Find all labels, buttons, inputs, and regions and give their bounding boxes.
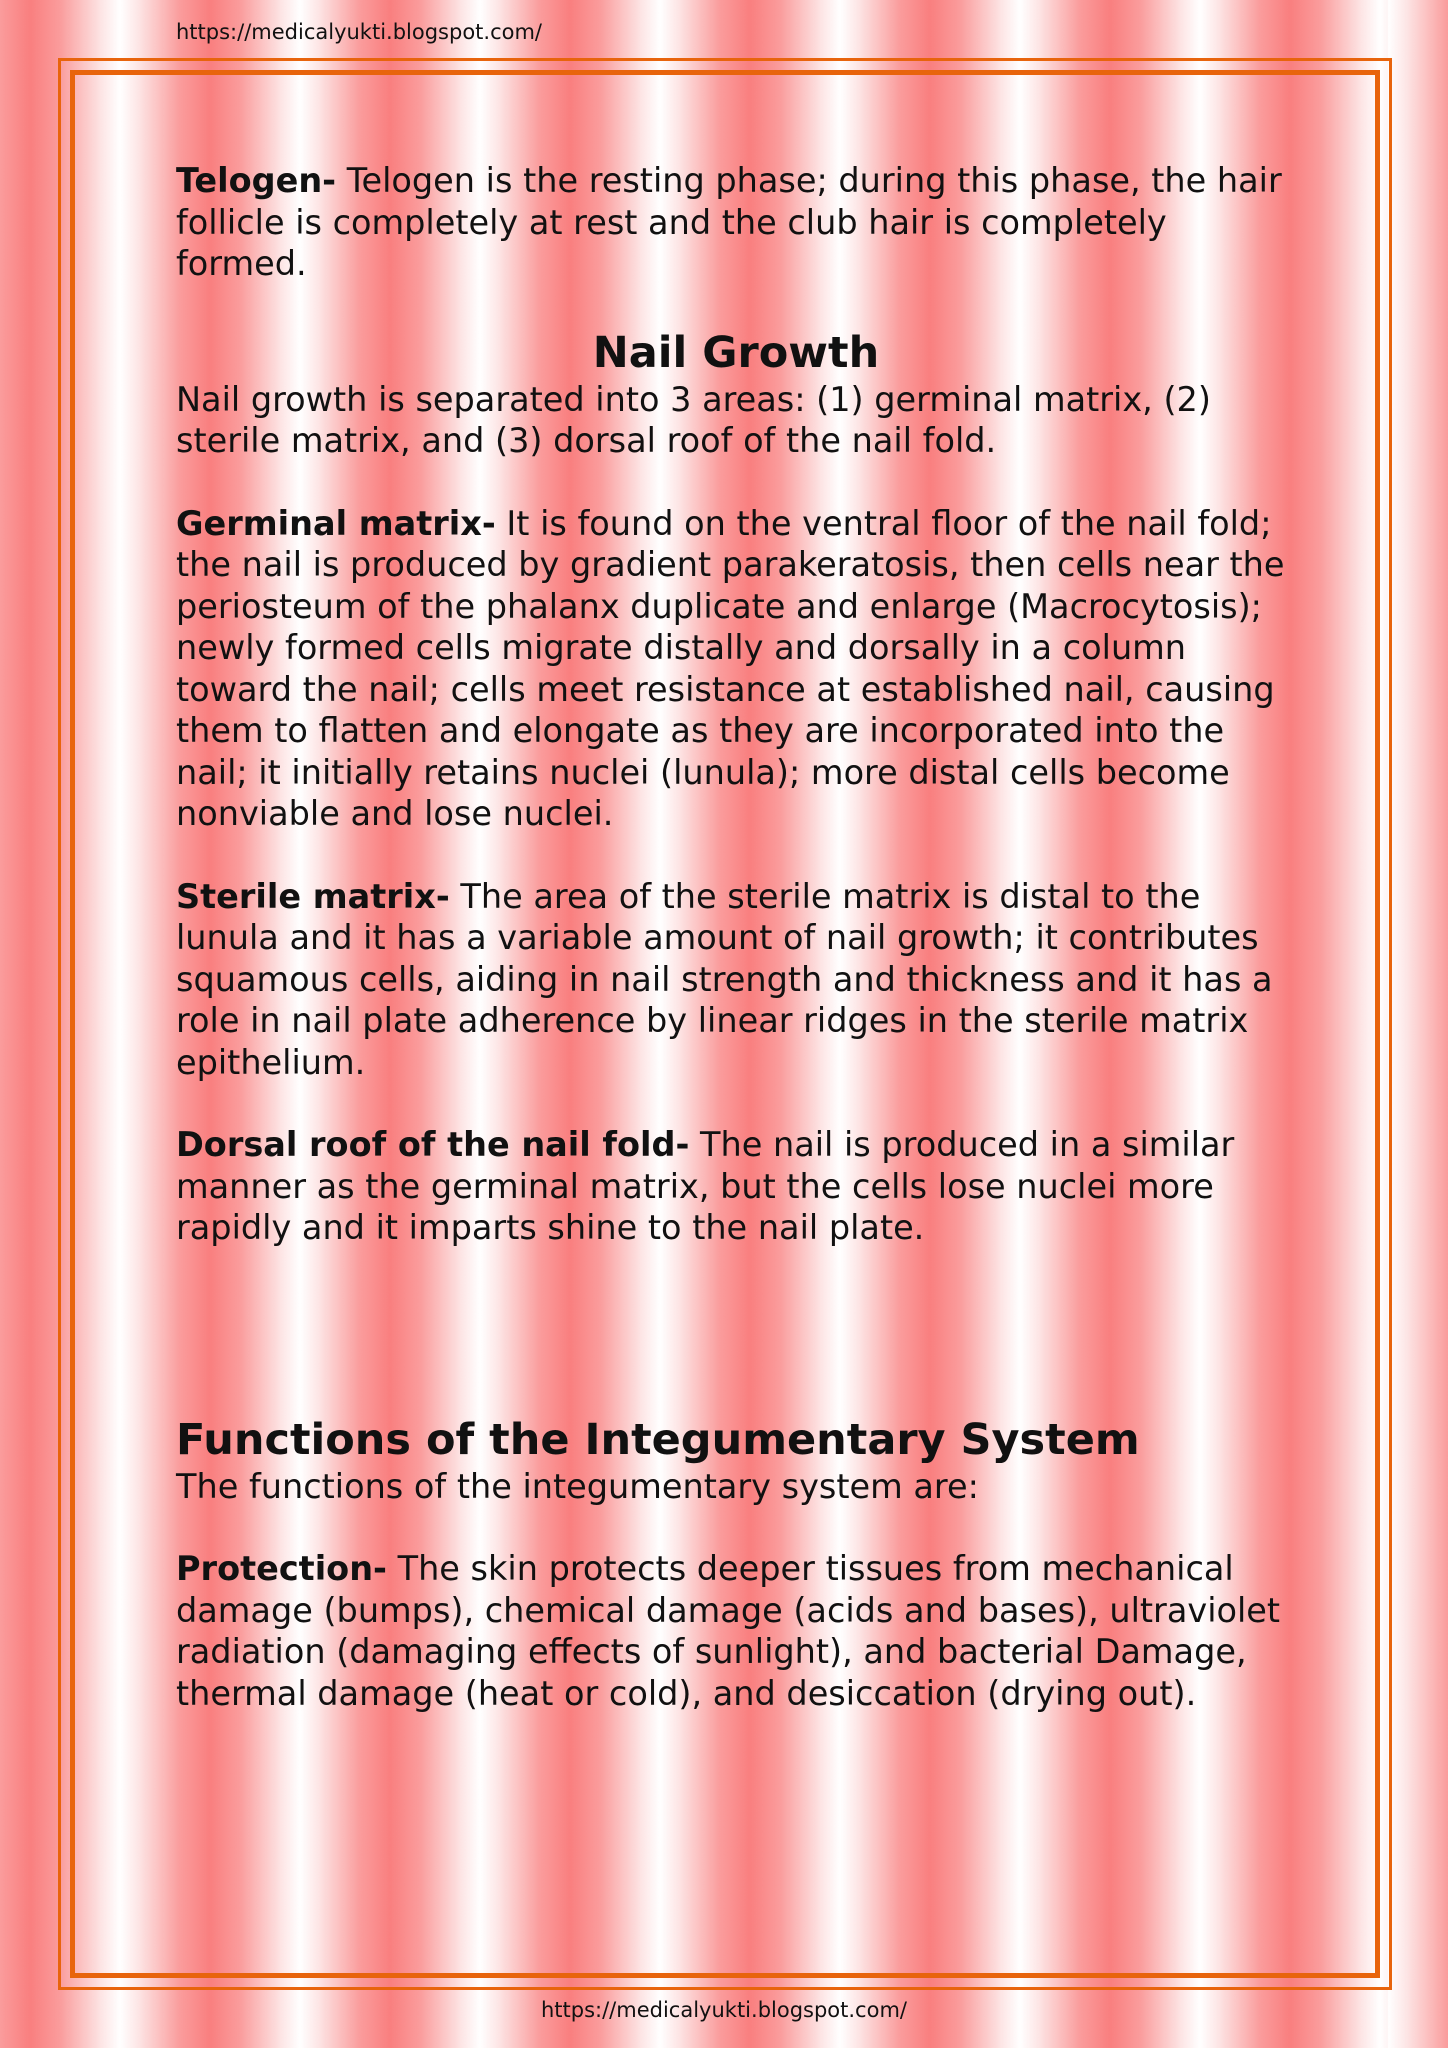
dorsal-roof-text: The nail is produced in a similar manner as the germinal matrix, but the cells lose nuclei more rapidly and it imparts shine to the nail plate. — [176, 1125, 1235, 1247]
germinal-matrix-text: It is found on the ventral floor of the nail fold; the nail is produced by gradient parakeratosis, then cells near the periosteum of the phalanx duplicate and enlarge (Macrocytosis); newly formed cells migrate distally and dorsally in a column toward the nail; cells meet resistance at established nail, causing them to flatten and elongate as they are incorporated into the nail; it initially retains nuclei (lunula); more distal cells become nonviable and lose nuclei. — [176, 503, 1285, 833]
protection-text: The skin protects deeper tissues from mechanical damage (bumps), chemical damage (acids and bases), ultraviolet radiation (damaging effects of sunlight), and bacterial Damage, thermal damage (heat or cold), and desiccation (drying out). — [176, 1549, 1281, 1713]
dorsal-roof-paragraph — [176, 1124, 1296, 1249]
sterile-matrix-paragraph — [176, 876, 1296, 1084]
functions-intro: The functions of the integumentary system are: — [176, 1466, 979, 1506]
nail-growth-heading: Nail Growth — [592, 327, 880, 378]
page-content — [176, 160, 1296, 1714]
header-url[interactable]: https://medicalyukti.blogspot.com/ — [176, 20, 543, 44]
spacer — [176, 835, 1296, 876]
spacer — [176, 1083, 1296, 1124]
telogen-paragraph — [176, 160, 1296, 285]
dorsal-roof-term: Dorsal roof of the nail fold- — [176, 1125, 690, 1164]
spacer — [176, 1507, 1296, 1548]
telogen-text: Telogen is the resting phase; during this phase, the hair follicle is completely at rest and the club hair is completely formed. — [176, 161, 1282, 283]
functions-heading: Functions of the Integumentary System — [176, 1414, 1140, 1465]
telogen-term: Telogen- — [176, 161, 337, 200]
protection-paragraph — [176, 1548, 1296, 1714]
footer-url[interactable]: https://medicalyukti.blogspot.com/ — [540, 1998, 907, 2022]
germinal-matrix-term: Germinal matrix- — [176, 503, 496, 543]
sterile-matrix-term: Sterile matrix- — [176, 876, 450, 916]
germinal-matrix-paragraph — [176, 503, 1296, 835]
spacer — [176, 1249, 1296, 1414]
protection-term: Protection- — [176, 1549, 387, 1588]
nail-growth-intro: Nail growth is separated into 3 areas: (1) germinal matrix, (2) sterile matrix, and (3) dorsal roof of the nail fold. — [176, 379, 1211, 460]
sterile-matrix-text: The area of the sterile matrix is distal to the lunula and it has a variable amount of nail growth; it contributes squamous cells, aiding in nail strength and thickness and it has a role in nail plate adherence by linear ridges in the sterile matrix epithelium. — [176, 876, 1273, 1082]
spacer — [176, 462, 1296, 503]
